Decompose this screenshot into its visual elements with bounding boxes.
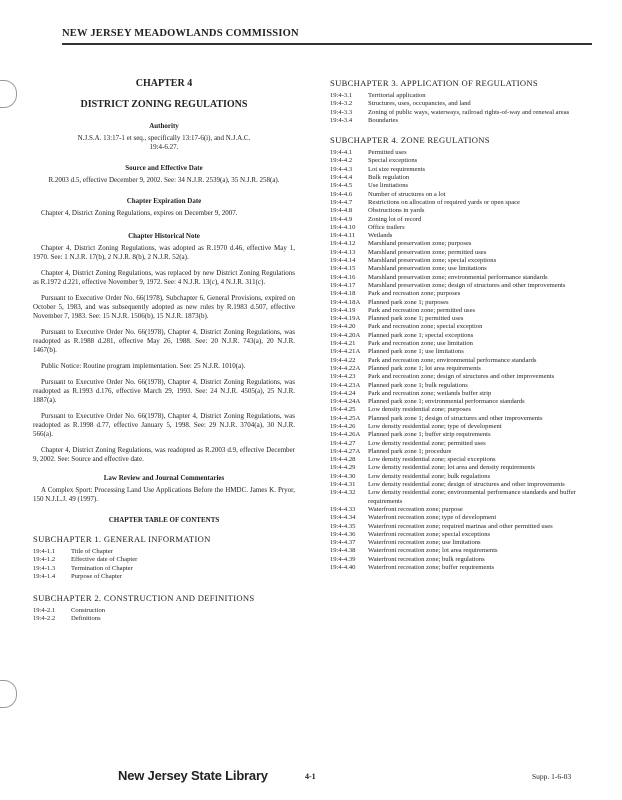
section-title: Marshland preservation zone; purposes (368, 240, 472, 248)
toc-row (330, 157, 592, 165)
section-number: 19:4-4.40 (330, 564, 356, 572)
section-title: Number of structures on a lot (368, 190, 446, 198)
section-number: 19:4-1.2 (33, 556, 56, 564)
toc-row (33, 548, 295, 556)
section-number: 19:4-4.17 (330, 281, 356, 289)
toc-row (330, 382, 592, 390)
toc-row (330, 323, 592, 331)
authority-text: N.J.S.A. 13:17-1 et seq., specifically 13:17-6(i), and N.J.A.C. 19:4-6.27. (77, 134, 251, 151)
toc-row (330, 290, 592, 298)
section-number: 19:4-4.3 (330, 165, 353, 173)
section-title: Planned park zone 1; buffer strip requirements (368, 431, 491, 439)
section-title: Planned park zone 1; design of structures and other improvements (368, 414, 543, 422)
section-title: Park and recreation zone; use limitation (368, 340, 473, 348)
section-title: Planned park zone 1; bulk regulations (368, 381, 468, 389)
section-title: Waterfront recreation zone; purpose (368, 505, 463, 513)
toc-row (330, 207, 592, 215)
section-title: Territorial application (368, 92, 426, 99)
toc-row (330, 174, 592, 182)
section-title: Planned park zone 1; use limitations (368, 348, 464, 356)
section-title: Special exceptions (368, 157, 418, 165)
section-title: Planned park zone 1; lot area requirements (368, 364, 481, 372)
section-number: 19:4-4.20A (330, 331, 361, 339)
header-rule (62, 43, 592, 45)
toc-row (330, 514, 592, 522)
toc-row (330, 547, 592, 555)
toc-row (330, 257, 592, 265)
section-title: Park and recreation zone; permitted uses (368, 306, 476, 314)
section-title: Waterfront recreation zone; type of development (368, 514, 497, 522)
section-number: 19:4-4.19 (330, 306, 356, 314)
toc-row (330, 109, 592, 117)
subchapter-1-heading: SUBCHAPTER 1. GENERAL INFORMATION (33, 534, 211, 544)
section-number: 19:4-4.23 (330, 373, 356, 381)
toc-row (330, 365, 592, 373)
historical-note-paragraph: Chapter 4, District Zoning Regulations, was readopted as R.2003 d.9, effective December 9, 2002. See: Source and effective date. (33, 446, 295, 463)
toc-row (330, 373, 592, 381)
section-title: Marshland preservation zone; use limitations (368, 265, 487, 273)
section-title: Planned park zone 1; purposes (368, 298, 449, 306)
section-title: Low density residential zone; purposes (368, 406, 471, 414)
section-number: 19:4-3.4 (330, 116, 353, 124)
toc-row (330, 240, 592, 248)
section-number: 19:4-2.1 (33, 607, 56, 615)
section-title: Park and recreation zone; wetlands buffer strip (368, 389, 492, 397)
section-number: 19:4-4.15 (330, 265, 356, 273)
toc-row (330, 92, 592, 100)
section-number: 19:4-4.26A (330, 431, 361, 439)
section-number: 19:4-4.14 (330, 257, 356, 265)
historical-note-paragraph: Pursuant to Executive Order No. 66(1978), Chapter 4, District Zoning Regulations, was readopted as R.1998 d.77, effective January 5, 1998. See: 29 N.J.R. 3704(a), 30 N.J.R. 566(a). (33, 412, 295, 438)
section-title: Low density residential zone; bulk regulations (368, 472, 491, 480)
section-number: 19:4-4.4 (330, 174, 353, 182)
section-number: 19:4-4.32 (330, 489, 356, 497)
section-title: Marshland preservation zone; special exceptions (368, 257, 497, 265)
toc-row (330, 423, 592, 431)
toc-row (330, 390, 592, 398)
section-title: Structures, uses, occupancies, and land (368, 100, 471, 108)
section-title: Planned park zone 1; special exceptions (368, 331, 474, 339)
section-title: Waterfront recreation zone; use limitations (368, 539, 481, 547)
toc-row (330, 415, 592, 423)
section-number: 19:4-4.11 (330, 232, 356, 240)
toc-row (330, 332, 592, 340)
section-number: 19:4-4.8 (330, 207, 353, 215)
toc-row (330, 274, 592, 282)
toc-row (330, 199, 592, 207)
toc-row (330, 506, 592, 514)
toc-row (330, 117, 592, 125)
section-number: 19:4-4.34 (330, 514, 356, 522)
section-number: 19:4-4.38 (330, 547, 356, 555)
subchapter-1-list (33, 548, 295, 581)
subchapter-2-heading: SUBCHAPTER 2. CONSTRUCTION AND DEFINITIONS (33, 593, 255, 604)
section-number: 19:4-4.25 (330, 406, 356, 414)
section-number: 19:4-4.19A (330, 315, 361, 323)
section-number: 19:4-4.33 (330, 505, 356, 513)
expiration-heading: Chapter Expiration Date (126, 197, 202, 205)
section-number: 19:4-4.12 (330, 240, 356, 248)
law-review-heading: Law Review and Journal Commentaries (103, 474, 225, 482)
section-title: Park and recreation zone; special exception (368, 323, 483, 331)
section-number: 19:4-4.29 (330, 464, 356, 472)
section-number: 19:4-4.21A (330, 348, 361, 356)
section-title: Waterfront recreation zone; lot area requirements (368, 547, 498, 555)
chapter-title: DISTRICT ZONING REGULATIONS (80, 99, 248, 110)
section-title: Planned park zone 1; environmental performance standards (368, 398, 525, 406)
section-number: 19:4-3.3 (330, 108, 353, 116)
toc-row (330, 564, 592, 572)
section-title: Waterfront recreation zone; required marinas and other permitted uses (368, 522, 553, 530)
section-title: Low density residential zone; type of development (368, 422, 502, 430)
toc-row (330, 556, 592, 564)
section-number: 19:4-4.1 (330, 149, 353, 157)
toc-row (330, 216, 592, 224)
toc-row (330, 523, 592, 531)
toc-heading: CHAPTER TABLE OF CONTENTS (108, 516, 220, 524)
supplement-date: Supp. 1-6-03 (532, 772, 572, 781)
section-title: Wetlands (368, 232, 393, 240)
toc-row (330, 473, 592, 481)
toc-row (33, 615, 295, 623)
section-number: 19:4-4.16 (330, 273, 356, 281)
section-number: 19:4-4.18 (330, 290, 356, 298)
section-title: Permitted uses (368, 149, 407, 157)
section-number: 19:4-4.27A (330, 447, 361, 455)
historical-note-paragraph: Public Notice: Routine program implementation. See: 25 N.J.R. 1010(a). (41, 362, 246, 370)
toc-row (330, 315, 592, 323)
toc-row (330, 265, 592, 273)
historical-notes (33, 244, 295, 464)
section-number: 19:4-4.28 (330, 456, 356, 464)
section-number: 19:4-4.2 (330, 157, 353, 165)
subchapter-3-list (330, 92, 592, 125)
left-column (33, 78, 295, 624)
toc-row (330, 464, 592, 472)
subchapter-3-heading: SUBCHAPTER 3. APPLICATION OF REGULATIONS (330, 78, 539, 88)
section-number: 19:4-4.30 (330, 472, 356, 480)
section-number: 19:4-4.36 (330, 530, 356, 538)
section-title: Termination of Chapter (71, 564, 133, 572)
section-number: 19:4-4.24 (330, 389, 356, 397)
section-number: 19:4-4.22 (330, 356, 356, 364)
section-number: 19:4-4.21 (330, 340, 356, 348)
subchapter-4-heading: SUBCHAPTER 4. ZONE REGULATIONS (330, 135, 490, 146)
toc-row (330, 149, 592, 157)
historical-note-paragraph: Pursuant to Executive Order No. 66(1978), Subchapter 6, General Provisions, expired on October 5, 1983, and was subsequently adopted as new rules by R.1983 d.507, effective November 7, 1983. See: 15 N.J.R. 1506(b), 15 N.J.R. 1873(b). (33, 294, 295, 320)
section-number: 19:4-4.6 (330, 190, 353, 198)
section-number: 19:4-4.23A (330, 381, 361, 389)
toc-row (330, 307, 592, 315)
chapter-number: CHAPTER 4 (135, 78, 193, 89)
section-title: Park and recreation zone; design of structures and other improvements (368, 373, 555, 381)
section-number: 19:4-4.27 (330, 439, 356, 447)
section-number: 19:4-2.2 (33, 615, 56, 623)
toc-row (330, 282, 592, 290)
toc-row (330, 539, 592, 547)
section-title: Title of Chapter (71, 548, 113, 555)
toc-row (33, 607, 295, 615)
section-number: 19:4-4.22A (330, 364, 361, 372)
toc-row (330, 481, 592, 489)
historical-note-paragraph: Chapter 4, District Zoning Regulations, was adopted as R.1970 d.46, effective May 1, 1970. See: 1 N.J.R. 17(b), 2 N.J.R. 8(b), 2 N.J.R. 52(a). (33, 244, 295, 261)
section-number: 19:4-4.10 (330, 223, 356, 231)
section-title: Obstructions in yards (368, 207, 425, 215)
toc-row (330, 348, 592, 356)
historical-note-paragraph: Chapter 4, District Zoning Regulations, was replaced by new District Zoning Regulations as R.1972 d.221, effective November 9, 1972. See: 4 N.J.R. 13(c), 4 N.J.R. 311(c). (33, 269, 295, 286)
toc-row (330, 299, 592, 307)
punch-hole-bottom (0, 680, 17, 708)
section-number: 19:4-4.39 (330, 555, 356, 563)
section-title: Boundaries (368, 116, 399, 124)
section-title: Planned park zone 1; permitted uses (368, 315, 464, 323)
toc-row (330, 191, 592, 199)
toc-row (330, 431, 592, 439)
section-title: Bulk regulation (368, 174, 410, 182)
section-title: Low density residential zone; lot area and density requirements (368, 464, 535, 472)
section-title: Planned park zone 1; procedure (368, 447, 452, 455)
section-title: Low density residential zone; special exceptions (368, 456, 496, 464)
toc-row (330, 448, 592, 456)
subchapter-4-list (330, 149, 592, 572)
section-number: 19:4-4.37 (330, 539, 356, 547)
section-number: 19:4-4.5 (330, 182, 353, 190)
toc-row (330, 440, 592, 448)
section-title: Construction (71, 607, 106, 615)
section-number: 19:4-4.18A (330, 298, 361, 306)
expiration-text: Chapter 4, District Zoning Regulations, expires on December 9, 2007. (41, 209, 238, 217)
toc-row (330, 249, 592, 257)
running-header: NEW JERSEY MEADOWLANDS COMMISSION (62, 28, 299, 39)
toc-row (330, 224, 592, 232)
section-title: Waterfront recreation zone; bulk regulations (368, 555, 485, 563)
section-number: 19:4-1.1 (33, 548, 56, 555)
library-stamp: New Jersey State Library (118, 768, 268, 783)
toc-row (330, 357, 592, 365)
section-number: 19:4-4.25A (330, 414, 361, 422)
section-number: 19:4-3.1 (330, 92, 353, 99)
section-title: Lot size requirements (368, 165, 426, 173)
right-column (330, 78, 592, 572)
toc-row (330, 166, 592, 174)
source-heading: Source and Effective Date (125, 164, 203, 172)
toc-row (330, 531, 592, 539)
toc-row (330, 100, 592, 108)
section-title: Zoning of public ways, waterways, railroad rights-of-way and renewal areas (368, 108, 570, 116)
authority-heading: Authority (149, 122, 179, 130)
historical-note-paragraph: Pursuant to Executive Order No. 66(1978), Chapter 4, District Zoning Regulations, was readopted as R.1993 d.176, effective March 29, 1993. See: 24 N.J.R. 4505(a), 25 N.J.R. 1887(a). (33, 378, 295, 404)
historical-note-paragraph: Pursuant to Executive Order No. 66(1978), Chapter 4, District Zoning Regulations, was readopted as R.1988 d.281, effective May 26, 1988. See: 20 N.J.R. 743(a), 20 N.J.R. 1467(b). (33, 328, 295, 354)
section-number: 19:4-3.2 (330, 100, 353, 108)
section-number: 19:4-1.4 (33, 572, 56, 580)
section-title: Park and recreation zone; environmental performance standards (368, 356, 537, 364)
subchapter-2-list (33, 607, 295, 624)
section-title: Waterfront recreation zone; buffer requirements (368, 564, 495, 572)
page-number: 4-1 (305, 772, 316, 781)
section-title: Use limitations (368, 182, 409, 190)
section-title: Low density residential zone; environmental performance standards and buffer requirements (368, 489, 576, 505)
toc-row (330, 232, 592, 240)
toc-row (330, 489, 592, 506)
section-number: 19:4-4.13 (330, 248, 356, 256)
toc-row (330, 406, 592, 414)
section-title: Definitions (71, 615, 101, 623)
section-title: Waterfront recreation zone; special exceptions (368, 530, 491, 538)
section-number: 19:4-4.35 (330, 522, 356, 530)
section-number: 19:4-4.9 (330, 215, 353, 223)
section-title: Marshland preservation zone; permitted uses (368, 248, 487, 256)
section-number: 19:4-4.20 (330, 323, 356, 331)
toc-row (330, 398, 592, 406)
section-title: Purpose of Chapter (71, 572, 122, 580)
section-number: 19:4-4.26 (330, 422, 356, 430)
law-review-text: A Complex Sport: Processing Land Use Applications Before the HMDC. James K. Pryor, 150 N.J.L.J. 49 (1997). (33, 486, 295, 503)
section-number: 19:4-4.31 (330, 481, 356, 489)
toc-row (330, 340, 592, 348)
punch-hole-top (0, 80, 17, 108)
toc-row (33, 565, 295, 573)
section-title: Low density residential zone; design of structures and other improvements (368, 481, 565, 489)
toc-row (33, 556, 295, 564)
section-number: 19:4-4.24A (330, 398, 361, 406)
section-title: Marshland preservation zone; design of structures and other improvements (368, 281, 566, 289)
toc-row (330, 182, 592, 190)
section-title: Zoning lot of record (368, 215, 422, 223)
section-title: Effective date of Chapter (71, 556, 138, 564)
toc-row (330, 456, 592, 464)
section-title: Low density residential zone; permitted uses (368, 439, 486, 447)
toc-row (33, 573, 295, 581)
section-number: 19:4-4.7 (330, 198, 353, 206)
section-number: 19:4-1.3 (33, 564, 56, 572)
source-text: R.2003 d.5, effective December 9, 2002. See: 34 N.J.R. 2539(a), 35 N.J.R. 258(a). (48, 176, 280, 184)
section-title: Office trailers (368, 223, 405, 231)
historical-heading: Chapter Historical Note (128, 232, 200, 240)
section-title: Park and recreation zone; purposes (368, 290, 461, 298)
section-title: Restrictions on allocation of required yards or open space (368, 198, 520, 206)
section-title: Marshland preservation zone; environmental performance standards (368, 273, 548, 281)
